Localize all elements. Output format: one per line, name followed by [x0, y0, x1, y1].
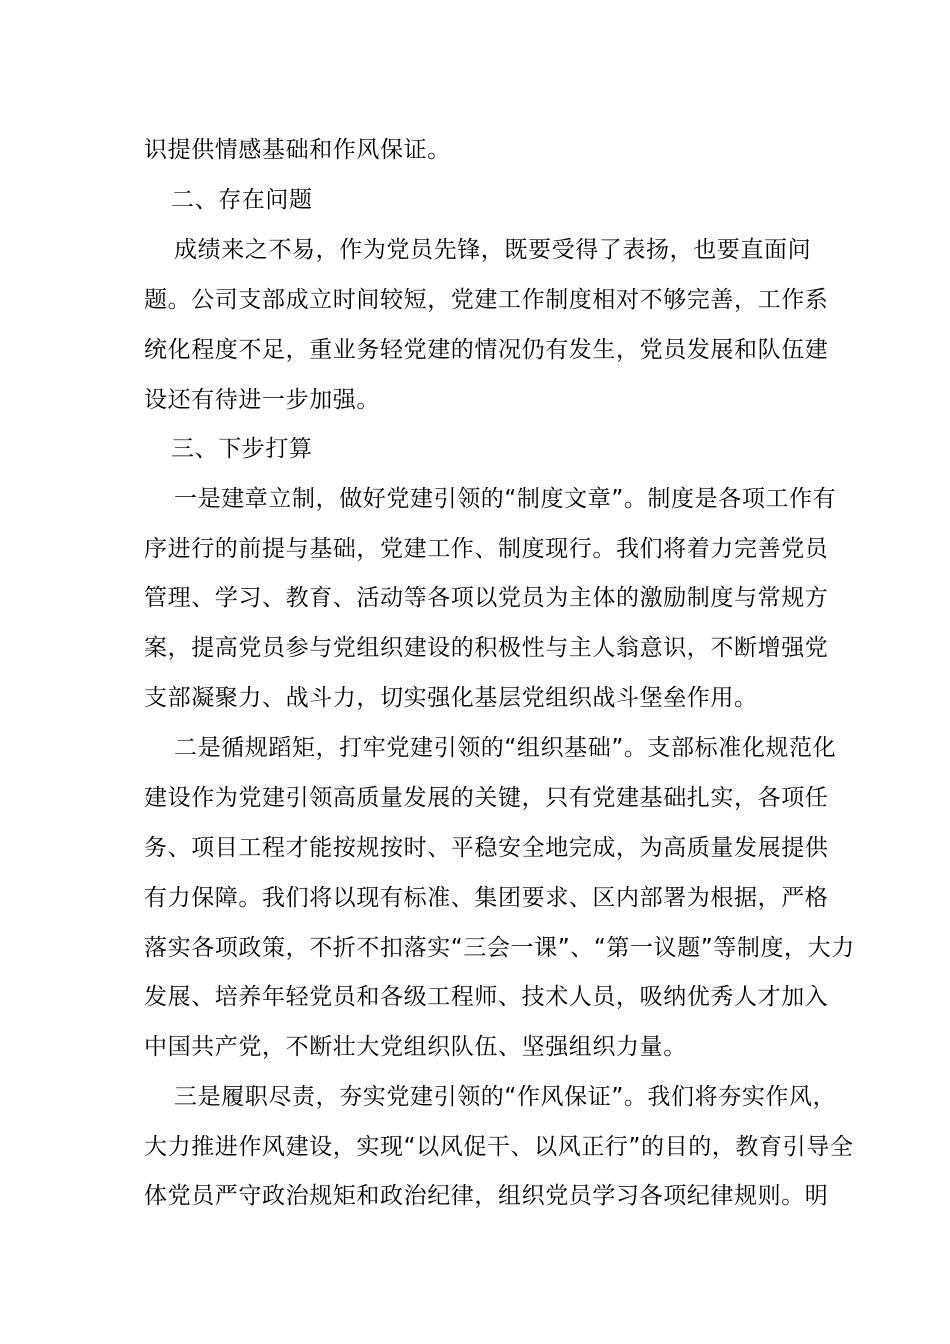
paragraph-line: 发展、培养年轻党员和各级工程师、技术人员，吸纳优秀人才加入 [144, 984, 829, 1010]
paragraph-line: 题。公司支部成立时间较短，党建工作制度相对不够完善，工作系 [144, 287, 829, 313]
paragraph-line: 识提供情感基础和作风保证。 [144, 137, 451, 163]
paragraph-line: 序进行的前提与基础，党建工作、制度现行。我们将着力完善党员 [144, 536, 829, 562]
paragraph-line: 设还有待进一步加强。 [144, 387, 380, 413]
paragraph-line: 落实各项政策，不折不扣落实“三会一课”、“第一议题”等制度，大力 [144, 935, 855, 961]
paragraph-line: 成绩来之不易，作为党员先锋，既要受得了表扬，也要直面问 [174, 237, 812, 263]
paragraph-line: 三是履职尽责，夯实党建引领的“作风保证”。我们将夯实作风， [174, 1084, 837, 1110]
paragraph-line: 大力推进作风建设，实现“以风促干、以风正行”的目的，教育引导全 [144, 1134, 854, 1160]
section-heading-problems: 二、存在问题 [171, 187, 313, 213]
paragraph-line: 建设作为党建引领高质量发展的关键，只有党建基础扎实，各项任 [144, 785, 829, 811]
paragraph-line: 统化程度不足，重业务轻党建的情况仍有发生，党员发展和队伍建 [144, 337, 829, 363]
paragraph-line: 务、项目工程才能按规按时、平稳安全地完成，为高质量发展提供 [144, 835, 829, 861]
section-heading-next-steps: 三、下步打算 [171, 436, 313, 462]
paragraph-line: 二是循规蹈矩，打牢党建引领的“组织基础”。支部标准化规范化 [174, 735, 837, 761]
paragraph-line: 有力保障。我们将以现有标准、集团要求、区内部署为根据，严格 [144, 885, 829, 911]
paragraph-line: 支部凝聚力、战斗力，切实强化基层党组织战斗堡垒作用。 [144, 685, 758, 711]
paragraph-line: 一是建章立制，做好党建引领的“制度文章”。制度是各项工作有 [174, 486, 837, 512]
paragraph-line: 中国共产党，不断壮大党组织队伍、坚强组织力量。 [144, 1034, 687, 1060]
paragraph-line: 案，提高党员参与党组织建设的积极性与主人翁意识，不断增强党 [144, 635, 829, 661]
paragraph-line: 管理、学习、教育、活动等各项以党员为主体的激励制度与常规方 [144, 585, 829, 611]
paragraph-line: 体党员严守政治规矩和政治纪律，组织党员学习各项纪律规则。明 [144, 1183, 829, 1209]
